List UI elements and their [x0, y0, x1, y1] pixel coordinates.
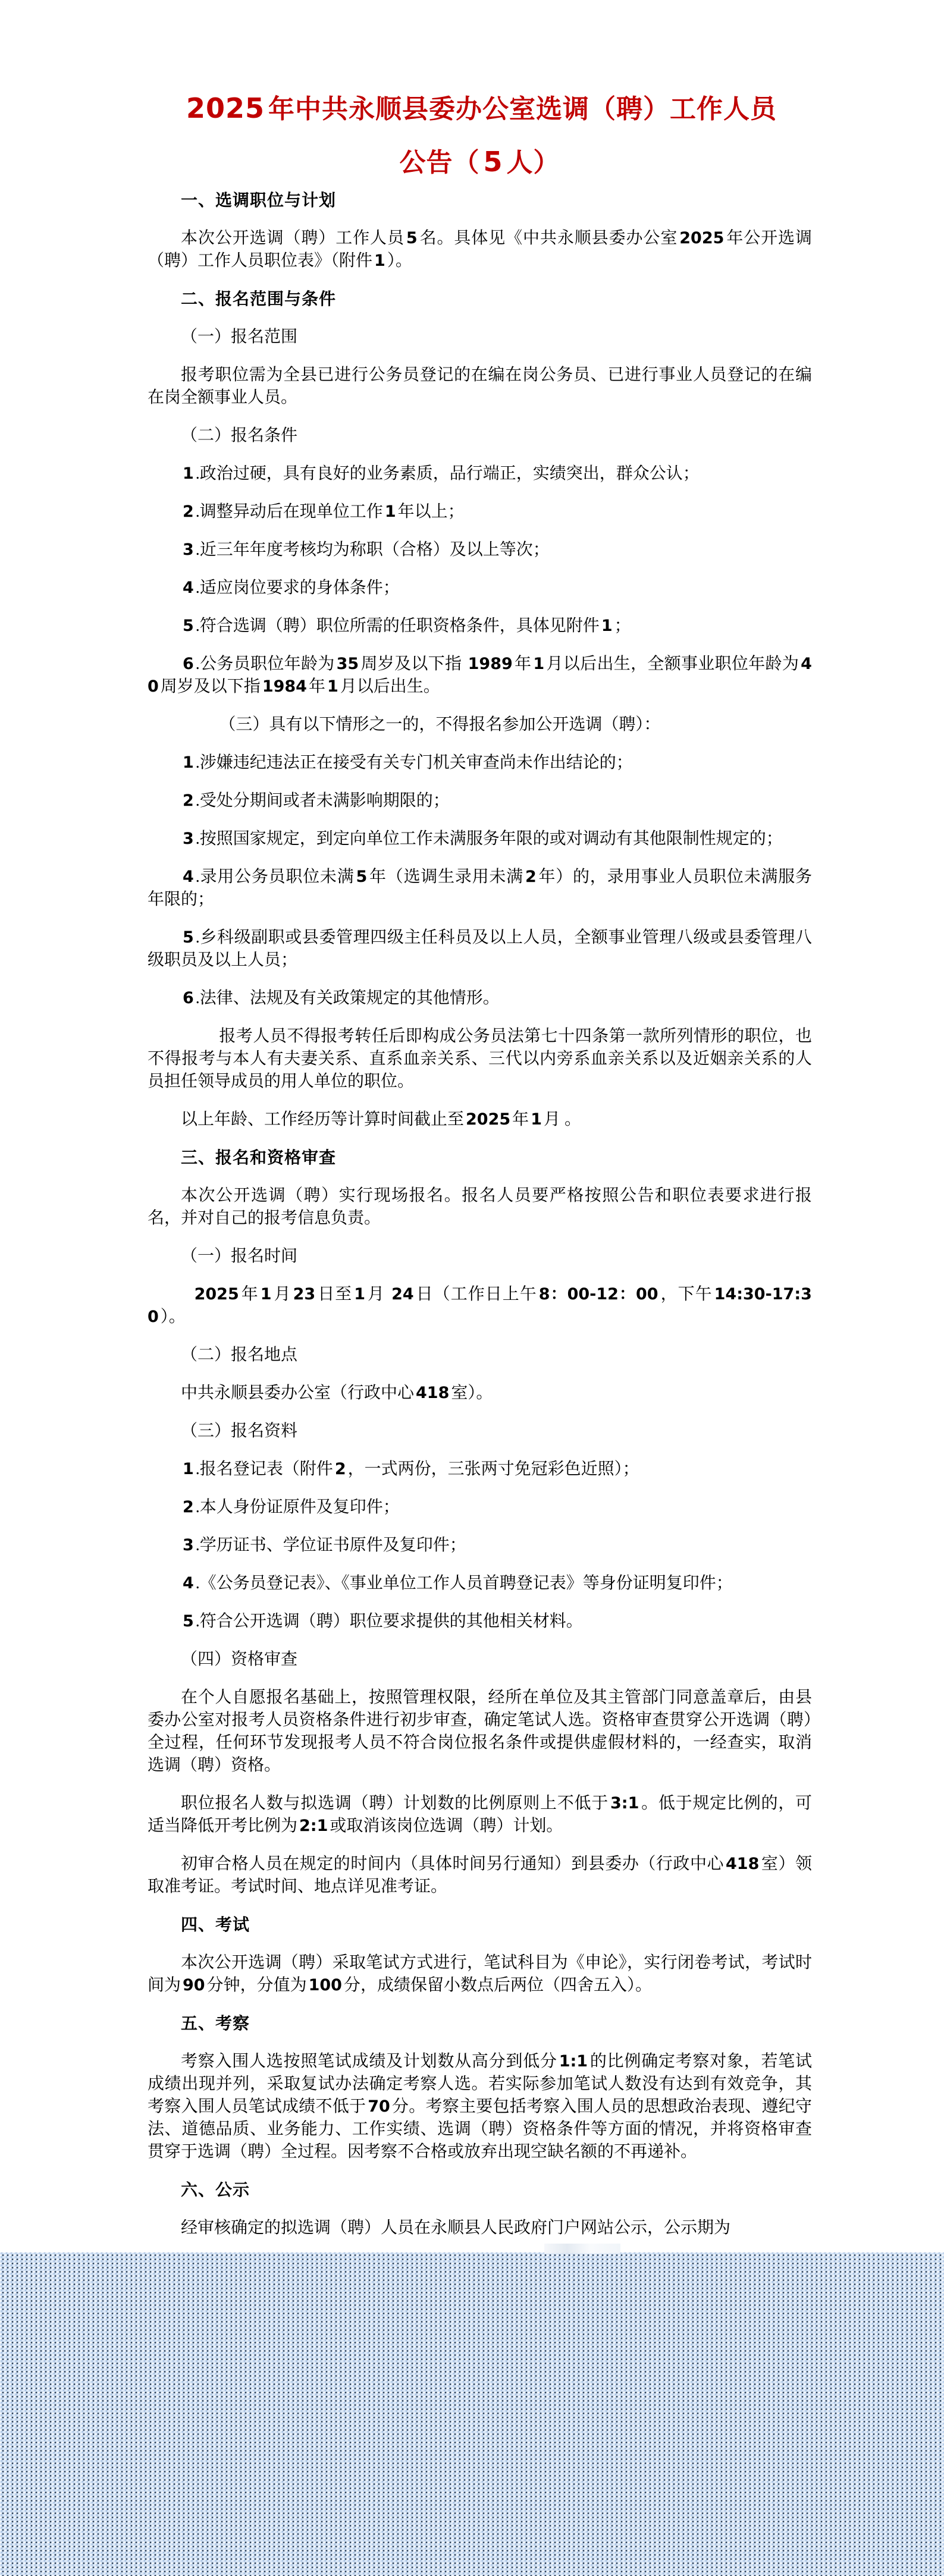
paragraph: 中共永顺县委办公室（行政中心 418 室）。 [181, 1384, 493, 1402]
numeral: 1 [183, 1460, 194, 1478]
paragraph: 本次公开选调（聘）工作人员 5 名。具体见《中共永顺县委办公室 2025 年公开选调（聘）工作人员职位表》（附件 1 ）。 [148, 229, 812, 270]
section-heading: 三、报名和资格审查 [181, 1148, 337, 1167]
numeral: 4 [183, 1574, 194, 1592]
numeral: 8：00-12：00 [538, 1285, 658, 1303]
paragraph: 4 .《公务员登记表》、《事业单位工作人员首聘登记表》等身份证明复印件； [148, 1572, 812, 1595]
numeral: 5 [356, 868, 368, 886]
numeral: 1 [183, 464, 194, 483]
paragraph: （二）报名条件 [181, 426, 298, 445]
document-title-line-1: 2025 年中共永顺县委办公室选调（聘）工作人员 [148, 82, 812, 136]
paragraph: 4 .录用公务员职位未满 5 年（选调生录用未满 2 年）的，录用事业人员职位未满服务年限的； [148, 868, 812, 909]
numeral: 5 [183, 1612, 194, 1631]
paragraph: 1 .报名登记表（附件 2 ，一式两份，三张两寸免冠彩色近照）； [148, 1458, 812, 1481]
numeral: 70 [368, 2097, 390, 2116]
paragraph: 2 .本人身份证原件及复印件； [148, 1496, 812, 1519]
numeral: 5 [406, 229, 418, 247]
numeral: 2 [334, 1460, 346, 1478]
paragraph: 3 .学历证书、学位证书原件及复印件； [148, 1534, 812, 1557]
numeral: 90 [183, 1976, 205, 1994]
numeral: 2025 [194, 1285, 239, 1303]
paragraph: 6 .法律、法规及有关政策规定的其他情形。 [148, 987, 812, 1010]
numeral: 5 [183, 617, 194, 635]
numeral: 3 [183, 830, 194, 848]
paragraph: 1 .政治过硬，具有良好的业务素质，品行端正，实绩突出，群众公认； [148, 463, 812, 485]
document-body [148, 189, 812, 2239]
numeral: 1 [354, 1285, 366, 1303]
numeral: 2 [525, 868, 537, 886]
paragraph: 2 .受处分期间或者未满影响期限的； [148, 790, 812, 812]
section-heading: 五、考察 [181, 2014, 250, 2032]
paragraph: 6 .公务员职位年龄为 35 周岁及以下指 1989 年 1 月以后出生，全额事业职位年龄为 40 周岁及以下指 1984 年 1 月以后出生。 [148, 655, 812, 696]
paragraph: 5 .乡科级副职或县委管理四级主任科员及以上人员，全额事业管理八级或县委管理八级职员及以上人员； [148, 928, 812, 969]
numeral: 418 [726, 1855, 760, 1873]
numeral: 2 [183, 791, 194, 810]
paragraph: 本次公开选调（聘）采取笔试方式进行，笔试科目为《申论》，实行闭卷考试，考试时间为 90 分钟，分值为 100 分，成绩保留小数点后两位（四舍五入）。 [148, 1953, 812, 1994]
paragraph: 报考职位需为全县已进行公务员登记的在编在岗公务员、已进行事业人员登记的在编在岗全额事业人员。 [148, 366, 812, 407]
numeral: 5 [483, 146, 503, 178]
paragraph: 职位报名人数与拟选调（聘）计划数的比例原则上不低于 3:1 。低于规定比例的，可适当降低开考比例为 2:1 或取消该岗位选调（聘）计划。 [148, 1794, 812, 1835]
paragraph: 在个人自愿报名基础上，按照管理权限，经所在单位及其主管部门同意盖章后，由县委办公室对报考人员资格条件进行初步审查，确定笔试人选。资格审查贯穿公开选调（聘）全过程，任何环节发现报考人员不符合岗位报名条件或提供虚假材料的，一经查实，取消选调（聘）资格。 [148, 1688, 812, 1774]
paragraph: 初审合格人员在规定的时间内（具体时间另行通知）到县委办（行政中心 418 室）领取准考证。考试时间、地点详见准考证。 [148, 1855, 812, 1896]
numeral: 1 [601, 617, 613, 635]
numeral: 3:1 [610, 1794, 639, 1812]
numeral: 2025 [186, 92, 265, 124]
numeral: 1 [327, 677, 338, 696]
numeral: 1 [533, 655, 545, 673]
paragraph: （一）报名时间 [181, 1247, 298, 1265]
paragraph: 2025 年 1 月 23 日至 1 月 24 日（工作日上午 8：00-12：00 ，下午 14:30-17:30 ）。 [148, 1285, 812, 1326]
paragraph: 以上年龄、工作经历等计算时间截止至 2025 年 1 月 。 [181, 1110, 581, 1129]
paragraph: （四）资格审查 [181, 1650, 298, 1669]
numeral: 2:1 [299, 1817, 328, 1835]
numeral: 35 [336, 655, 359, 673]
numeral: 1 [384, 502, 396, 521]
numeral: 6 [183, 655, 194, 673]
numeral: 40 [148, 655, 812, 696]
numeral: 2025 [466, 1110, 511, 1129]
numeral: 100 [308, 1976, 342, 1994]
unrendered-region-placeholder [0, 2253, 944, 2576]
paragraph: 3 .近三年年度考核均为称职（合格）及以上等次； [148, 539, 812, 561]
numeral: 2 [183, 1498, 194, 1516]
numeral: 1:1 [559, 2052, 588, 2071]
paragraph: 考察入围人选按照笔试成绩及计划数从高分到低分 1:1 的比例确定考察对象，若笔试成绩出现并列，采取复试办法确定考察人选。若实际参加笔试人数没有达到有效竞争，其考察入围人员笔试成绩不低于 70 分。考察主要包括考察入围人员的思想政治表现、遵纪守法、道德品质、业务能力、工作实绩、选调（聘）资格条件等方面的情况，并将资格审查贯穿于选调（聘）全过程。因考察不合格或放弃出现空缺名额的不再递补。 [148, 2052, 812, 2161]
paragraph: 5 .符合公开选调（聘）职位要求提供的其他相关材料。 [148, 1610, 812, 1633]
paragraph: 本次公开选调（聘）实行现场报名。报名人员要严格按照公告和职位表要求进行报名，并对自己的报考信息负责。 [148, 1186, 812, 1227]
numeral: 24 [391, 1285, 414, 1303]
paragraph: （三）具有以下情形之一的，不得报名参加公开选调（聘）： [219, 715, 661, 734]
numeral: 4 [183, 868, 194, 886]
document-title [148, 82, 812, 189]
paragraph: 4 .适应岗位要求的身体条件； [148, 577, 812, 599]
document-title-line-2: 公告（ 5 人） [399, 146, 560, 178]
paragraph: 1 .涉嫌违纪违法正在接受有关专门机关审查尚未作出结论的； [148, 752, 812, 774]
numeral: 1 [374, 252, 385, 270]
paragraph: 5 .符合选调（聘）职位所需的任职资格条件，具体见附件 1 ； [148, 615, 812, 637]
paragraph: （二）报名地点 [181, 1346, 298, 1364]
render-artifact-patch [544, 2244, 620, 2254]
paragraph: 3 .按照国家规定，到定向单位工作未满服务年限的或对调动有其他限制性规定的； [148, 828, 812, 850]
numeral: 1 [531, 1110, 542, 1129]
numeral: 14:30-17:30 [148, 1285, 812, 1326]
paragraph: 经审核确定的拟选调（聘）人员在永顺县人民政府门户网站公示，公示期为 [181, 2219, 731, 2237]
numeral: 23 [293, 1285, 316, 1303]
paragraph: 2 .调整异动后在现单位工作 1 年以上； [148, 501, 812, 523]
numeral: 1989 [468, 655, 513, 673]
paragraph: 报考人员不得报考转任后即构成公务员法第七十四条第一款所列情形的职位，也不得报考与本人有夫妻关系、直系血亲关系、三代以内旁系血亲关系以及近姻亲关系的人员担任领导成员的用人单位的职位。 [148, 1027, 812, 1091]
section-heading: 四、考试 [181, 1915, 250, 1934]
numeral: 418 [416, 1384, 450, 1402]
numeral: 1 [260, 1285, 272, 1303]
numeral: 3 [183, 1536, 194, 1554]
paragraph: （三）报名资料 [181, 1422, 298, 1440]
numeral: 4 [183, 579, 194, 597]
numeral: 5 [183, 928, 194, 947]
numeral: 6 [183, 989, 194, 1007]
numeral: 2025 [679, 229, 725, 247]
numeral: 2 [183, 502, 194, 521]
numeral: 1984 [262, 677, 307, 696]
section-heading: 二、报名范围与条件 [181, 290, 337, 308]
section-heading: 六、公示 [181, 2181, 250, 2199]
section-heading: 一、选调职位与计划 [181, 191, 337, 209]
paragraph: （一）报名范围 [181, 328, 298, 346]
numeral: 1 [183, 753, 194, 772]
numeral: 3 [183, 541, 194, 559]
